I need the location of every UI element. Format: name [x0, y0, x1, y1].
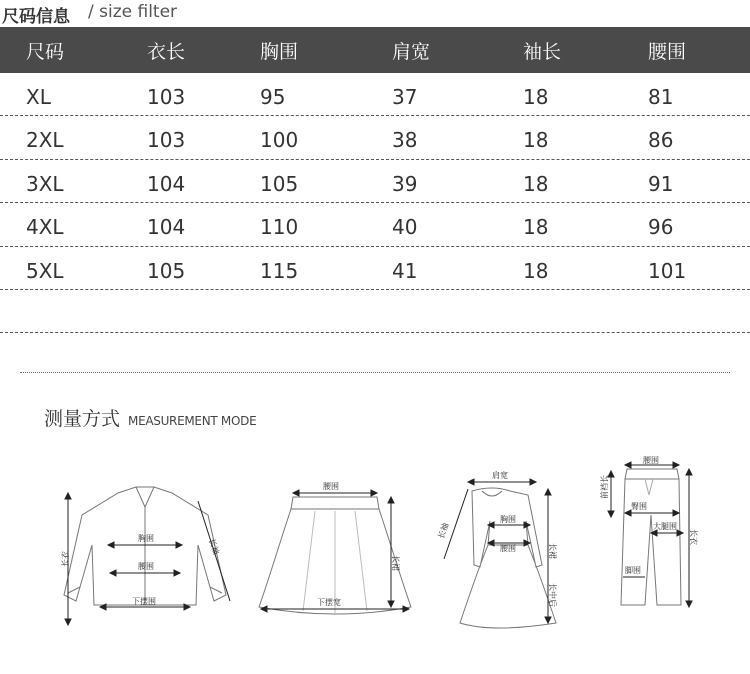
cell: 104	[147, 215, 186, 240]
cell: 105	[147, 258, 186, 283]
shirt-waist-label: 腰围	[138, 562, 154, 571]
dress-waist-label: 腰围	[500, 544, 516, 553]
table-row	[0, 73, 750, 116]
cell: XL	[26, 85, 51, 109]
cell: 41	[392, 258, 418, 283]
col-size: 尺码	[26, 41, 65, 63]
cell: 81	[648, 85, 674, 109]
size-info-header	[0, 0, 750, 27]
col-shoulder: 肩宽	[392, 41, 431, 63]
cell: 18	[523, 128, 549, 153]
table-row	[0, 247, 750, 290]
cell: 18	[523, 258, 549, 283]
cell: 115	[260, 258, 299, 283]
cell: 3XL	[26, 171, 64, 196]
size-table	[0, 27, 750, 333]
cell: 101	[648, 258, 687, 283]
measurement-title	[44, 404, 256, 431]
pants-waist-label: 腰围	[643, 456, 659, 465]
cell: 95	[260, 85, 286, 109]
size-table-header	[0, 27, 750, 73]
cell: 103	[147, 128, 186, 153]
cell: 4XL	[26, 215, 64, 240]
col-sleeve: 袖长	[523, 41, 562, 63]
col-waist: 腰围	[648, 41, 687, 63]
cell: 18	[523, 215, 549, 240]
cell: 103	[147, 85, 186, 109]
shirt-length-label: 长衣	[61, 551, 70, 567]
skirt-waist-label: 腰围	[323, 482, 339, 491]
dress-back-length-label: 长中后	[548, 583, 557, 607]
pants-length-label: 长衣	[689, 529, 698, 545]
shirt-hem-label: 下摆围	[132, 597, 156, 606]
measurement-title-cn: 测量方式	[44, 408, 121, 430]
cell: 37	[392, 85, 418, 109]
cell: 40	[392, 215, 418, 240]
table-row	[0, 160, 750, 203]
shirt-diagram	[58, 455, 238, 645]
col-length: 衣长	[147, 41, 186, 63]
table-row	[0, 203, 750, 246]
dress-diagram	[432, 455, 582, 645]
pants-leg-label: 脚围	[625, 566, 641, 575]
cell: 105	[260, 171, 299, 196]
pants-front-rise-label: 前裆长	[600, 475, 609, 499]
skirt-length-label: 长裙	[391, 555, 400, 571]
table-row-empty	[0, 290, 750, 333]
size-info-title: 尺码信息	[2, 7, 70, 27]
table-row	[0, 116, 750, 159]
skirt-hem-label: 下摆宽	[317, 598, 341, 607]
section-divider	[20, 372, 730, 373]
cell: 100	[260, 128, 299, 153]
col-chest: 胸围	[260, 41, 299, 63]
size-filter-subtitle: / size filter	[88, 2, 178, 22]
cell: 39	[392, 171, 418, 196]
dress-length-label: 长裙	[548, 543, 557, 559]
cell: 86	[648, 128, 674, 153]
cell: 104	[147, 171, 186, 196]
cell: 18	[523, 171, 549, 196]
shirt-chest-label: 胸围	[138, 534, 154, 543]
pants-thigh-label: 大腿围	[653, 522, 677, 531]
pants-diagram	[595, 455, 715, 645]
cell: 110	[260, 215, 299, 240]
dress-sleeve-label: 长袖	[436, 521, 451, 540]
cell: 5XL	[26, 258, 64, 283]
cell: 18	[523, 85, 549, 109]
cell: 2XL	[26, 128, 64, 153]
dress-chest-label: 胸围	[500, 515, 516, 524]
measurement-title-en: MEASUREMENT MODE	[128, 414, 257, 428]
cell: 96	[648, 215, 674, 240]
pants-hip-label: 臀围	[631, 502, 647, 511]
dress-shoulder-label: 肩宽	[492, 471, 508, 480]
cell: 91	[648, 171, 674, 196]
shirt-sleeve-label: 长袖	[206, 537, 221, 556]
cell: 38	[392, 128, 418, 153]
skirt-diagram	[255, 455, 415, 645]
